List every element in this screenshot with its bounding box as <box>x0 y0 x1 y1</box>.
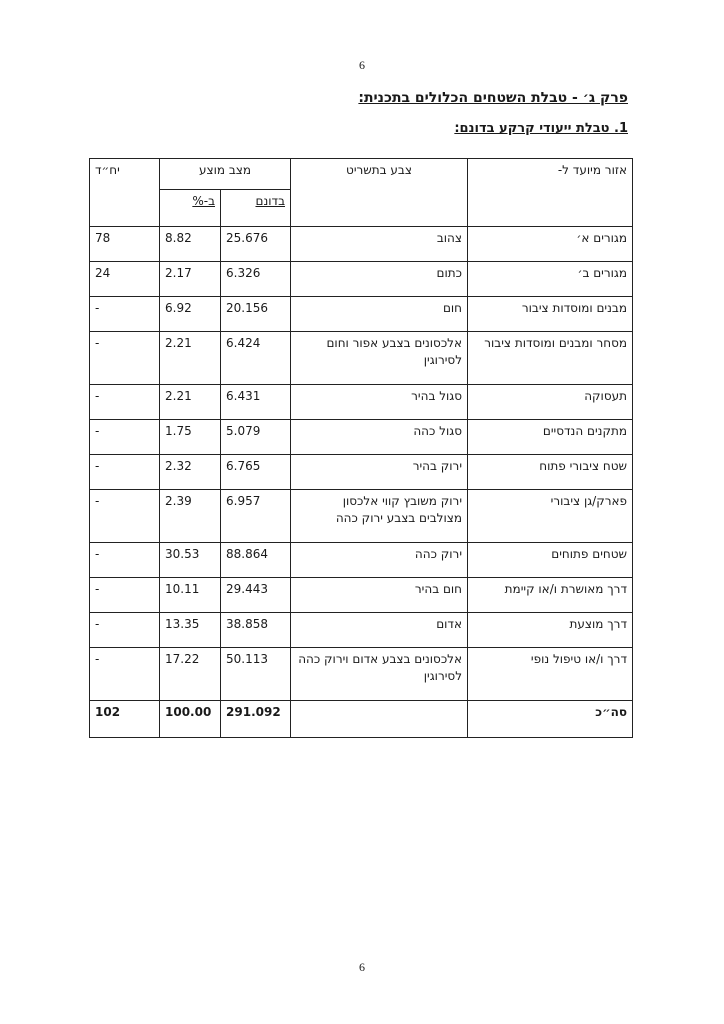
zone-cell: מתקנים הנדסיים <box>468 420 633 455</box>
percent-cell: 30.53 <box>160 543 221 578</box>
units-cell: - <box>90 332 160 385</box>
color-cell: כתום <box>291 262 468 297</box>
dunam-cell: 5.079 <box>221 420 291 455</box>
percent-cell: 17.22 <box>160 648 221 701</box>
table-row <box>90 332 633 385</box>
header-housing-units: יח״ד <box>90 159 160 227</box>
dunam-cell: 6.431 <box>221 385 291 420</box>
header-dunam: בדונם <box>221 190 291 227</box>
total-units: 102 <box>90 701 160 738</box>
color-cell: חום בהיר <box>291 578 468 613</box>
header-proposed-status: מצב מוצע <box>160 159 291 190</box>
percent-cell: 6.92 <box>160 297 221 332</box>
percent-cell: 2.32 <box>160 455 221 490</box>
dunam-cell: 6.957 <box>221 490 291 543</box>
table-body <box>90 227 633 738</box>
units-cell: - <box>90 297 160 332</box>
total-dunam: 291.092 <box>221 701 291 738</box>
color-cell: חום <box>291 297 468 332</box>
dunam-cell: 25.676 <box>221 227 291 262</box>
zone-cell: מגורים ב׳ <box>468 262 633 297</box>
dunam-cell: 50.113 <box>221 648 291 701</box>
zone-cell: תעסוקה <box>468 385 633 420</box>
total-label: סה״כ <box>468 701 633 738</box>
percent-cell: 2.21 <box>160 385 221 420</box>
percent-cell: 8.82 <box>160 227 221 262</box>
units-cell: - <box>90 648 160 701</box>
header-percent: ב-% <box>160 190 221 227</box>
dunam-cell: 20.156 <box>221 297 291 332</box>
units-cell: - <box>90 543 160 578</box>
dunam-cell: 88.864 <box>221 543 291 578</box>
table-subheading: 1. טבלת ייעודי קרקע בדונם: <box>454 121 628 136</box>
table-row <box>90 385 633 420</box>
total-color-empty <box>291 701 468 738</box>
table-row <box>90 490 633 543</box>
units-cell: 78 <box>90 227 160 262</box>
units-cell: 24 <box>90 262 160 297</box>
zone-cell: מסחר ומבנים ומוסדות ציבור <box>468 332 633 385</box>
table-row <box>90 613 633 648</box>
table-row <box>90 578 633 613</box>
units-cell: - <box>90 613 160 648</box>
color-cell: סגול כהה <box>291 420 468 455</box>
percent-cell: 13.35 <box>160 613 221 648</box>
table-row <box>90 297 633 332</box>
units-cell: - <box>90 578 160 613</box>
table-row <box>90 262 633 297</box>
color-cell: אלכסונים בצבע אדום וירוק כהה לסירוגין <box>291 648 468 701</box>
dunam-cell: 6.765 <box>221 455 291 490</box>
units-cell: - <box>90 455 160 490</box>
color-cell: צהוב <box>291 227 468 262</box>
header-zone: אזור מיועד ל- <box>468 159 633 227</box>
zone-cell: פארק/גן ציבורי <box>468 490 633 543</box>
zone-cell: דרך ו/או טיפול נופי <box>468 648 633 701</box>
header-color: צבע בתשריט <box>291 159 468 227</box>
color-cell: ירוק כהה <box>291 543 468 578</box>
percent-cell: 2.39 <box>160 490 221 543</box>
table-row <box>90 227 633 262</box>
dunam-cell: 29.443 <box>221 578 291 613</box>
units-cell: - <box>90 490 160 543</box>
dunam-cell: 6.424 <box>221 332 291 385</box>
total-row <box>90 701 633 738</box>
color-cell: ירוק בהיר <box>291 455 468 490</box>
dunam-cell: 38.858 <box>221 613 291 648</box>
page-number-top: 6 <box>359 58 365 72</box>
total-percent: 100.00 <box>160 701 221 738</box>
percent-cell: 2.17 <box>160 262 221 297</box>
zone-cell: מגורים א׳ <box>468 227 633 262</box>
table-row <box>90 455 633 490</box>
table-row <box>90 648 633 701</box>
color-cell: אלכסונים בצבע אפור וחום לסירוגין <box>291 332 468 385</box>
page-number-bottom: 6 <box>359 960 365 974</box>
units-cell: - <box>90 420 160 455</box>
table-row <box>90 420 633 455</box>
percent-cell: 1.75 <box>160 420 221 455</box>
units-cell: - <box>90 385 160 420</box>
percent-cell: 2.21 <box>160 332 221 385</box>
zone-cell: שטחים פתוחים <box>468 543 633 578</box>
percent-cell: 10.11 <box>160 578 221 613</box>
zone-cell: שטח ציבורי פתוח <box>468 455 633 490</box>
color-cell: ירוק משובץ קווי אלכסון מצולבים בצבע ירוק כהה <box>291 490 468 543</box>
color-cell: סגול בהיר <box>291 385 468 420</box>
zone-cell: דרך מוצעת <box>468 613 633 648</box>
zone-cell: מבנים ומוסדות ציבור <box>468 297 633 332</box>
dunam-cell: 6.326 <box>221 262 291 297</box>
color-cell: אדום <box>291 613 468 648</box>
zone-cell: דרך מאושרת ו/או קיימת <box>468 578 633 613</box>
land-use-table <box>89 158 633 738</box>
chapter-heading: פרק ג׳ - טבלת השטחים הכלולים בתכנית: <box>358 90 628 106</box>
table-row <box>90 543 633 578</box>
